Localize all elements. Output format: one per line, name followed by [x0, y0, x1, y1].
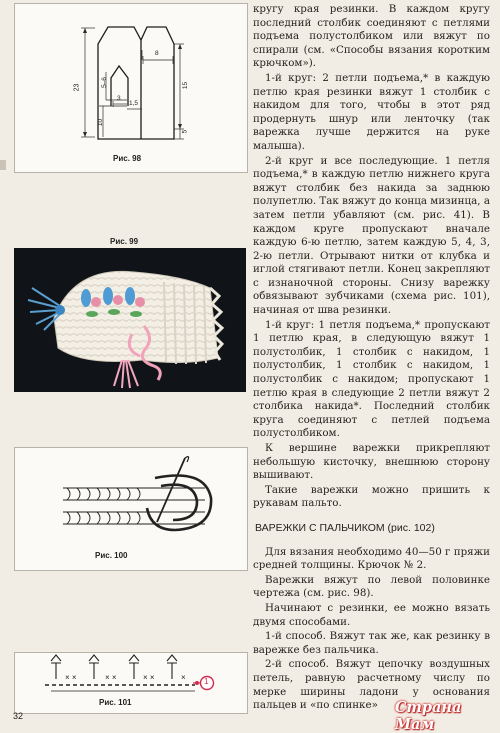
dim-8-label: 8: [155, 50, 159, 57]
paragraph-ribbing: Начинают с резинки, ее можно вязать двумя способами.: [253, 601, 490, 628]
dim-5-6-label: 5–6: [100, 77, 108, 88]
paragraph-round-2: 2-й круг и все последующие. 1 петля подъема,* в каждую петлю нижнего круга вяжут столбик без накида за заднюю полупетлю. Так вяжут до конца мизинца, а затем петли убавляют (см. рис. 41). В каждом круге пропускают вначале каждую 6-ю петлю, затем каждую 5, 4, 3, 2-ю петли. Отрывают нитки от клубка и иглой стягивают петли. Конец закрепляют с изнаночной стороны. Снизу варежку обвязывают зубчиками (схема рис. 101), начиная от шва резинки.: [253, 154, 490, 317]
paragraph-materials: Для вязания необходимо 40—50 г пряжи средней толщины. Крючок № 2.: [253, 545, 490, 572]
dim-10-label: 10: [97, 118, 105, 127]
svg-text:×: ×: [181, 673, 186, 682]
figure-99-photo: [14, 248, 246, 392]
paragraph-pattern-ref: Варежки вяжут по левой половинке чертежа (см. рис. 98).: [253, 573, 490, 600]
paragraph-1: кругу края резинки. В каждом кругу последний столбик соединяют с петлями подъема полустолбиком или вяжут по спирали (см. «Способы вязания коротким крючком»).: [253, 3, 490, 70]
svg-text:× ×: × ×: [105, 673, 117, 682]
paragraph-tassel: К вершине варежки прикрепляют небольшую кисточку, внешнюю сторону вышивают.: [253, 442, 490, 482]
mitten-pattern-drawing: [15, 4, 247, 172]
dim-23-label: 23: [73, 83, 81, 92]
dim-1-5-label: 1,5: [129, 100, 139, 107]
figure-98-caption: Рис. 98: [113, 154, 142, 163]
page-edge-mark: [0, 160, 6, 170]
knitted-mitten-illustration: [14, 248, 246, 392]
body-text-column: [253, 3, 490, 714]
paragraph-round-1: 1-й круг: 2 петли подъема,* в каждую петлю края резинки вяжут 1 столбик с накидом для того, чтобы в этот ряд продернуть шнур или ленточку (так варежка лучше держится на руке малыша).: [253, 71, 490, 152]
paragraph-method-1: 1-й способ. Вяжут так же, как резинку в варежке без пальчика.: [253, 630, 490, 656]
paragraph-method-2: 2-й способ. Вяжут цепочку воздушных петель, равную расчетному числу по мерке ширины ладони у основания пальцев и «по спинке»: [253, 658, 490, 712]
svg-text:× ×: × ×: [143, 673, 155, 682]
svg-text:× ×: × ×: [65, 673, 77, 682]
dim-3-label: 3: [117, 95, 121, 102]
site-watermark: Страна Мам: [395, 699, 462, 733]
dim-15-label: 15: [182, 81, 190, 90]
figure-100-box: [14, 447, 248, 571]
figure-100-caption: Рис. 100: [95, 551, 128, 560]
figure-101-box: [14, 652, 248, 714]
dim-5-label: 5: [181, 129, 189, 134]
figure-101-marker-number: 1: [204, 677, 209, 686]
paragraph-edge-round-1: 1-й круг: 1 петля подъема,* пропускают 1 петлю края, в следующую вяжут 1 полустолбик, 1 столбик с накидом, 1 полустолбик, 1 столбик с накидом, 1 полустолбик с накидом; пропускают 1 петлю края в следующие 2 петли вяжут 2 столбика накида*. Последний столбик круга соединяют с петлей подъема полустолбиком.: [253, 318, 490, 440]
figure-98-box: [14, 3, 248, 173]
embroidery-stitch-drawing: [15, 448, 247, 570]
section-heading: ВАРЕЖКИ С ПАЛЬЧИКОМ (рис. 102): [255, 521, 435, 534]
paragraph-sleeves: Такие варежки можно пришить к рукавам пальто.: [253, 483, 490, 510]
figure-99-caption: Рис. 99: [110, 237, 139, 246]
figure-101-caption: Рис. 101: [99, 698, 132, 707]
page-number: 32: [13, 711, 24, 721]
